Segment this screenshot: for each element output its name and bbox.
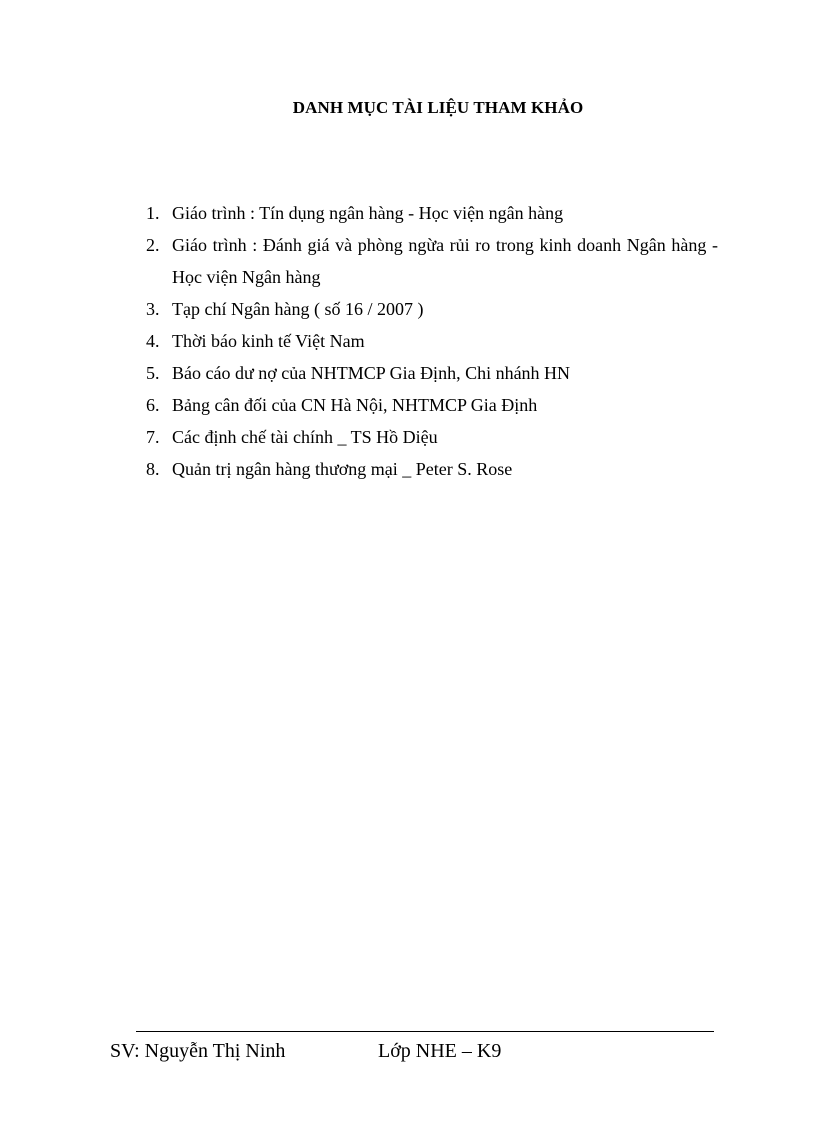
reference-number: 2. bbox=[146, 235, 160, 255]
reference-text: Giáo trình : Đánh giá và phòng ngừa rủi ro trong kinh doanh Ngân hàng - Học viện Ngân hàng bbox=[172, 235, 718, 287]
reference-number: 3. bbox=[146, 299, 160, 319]
reference-number: 4. bbox=[146, 331, 160, 351]
footer-student-name: SV: Nguyễn Thị Ninh bbox=[110, 1040, 286, 1062]
footer-divider bbox=[136, 1031, 714, 1032]
reference-item bbox=[146, 325, 718, 357]
reference-number: 8. bbox=[146, 459, 160, 479]
reference-list bbox=[146, 197, 718, 485]
reference-text: Báo cáo dư nợ của NHTMCP Gia Định, Chi nhánh HN bbox=[172, 363, 571, 383]
reference-item bbox=[146, 357, 718, 389]
reference-item bbox=[146, 389, 718, 421]
reference-text: Các định chế tài chính _ TS Hồ Diệu bbox=[172, 427, 438, 447]
reference-text: Bảng cân đối của CN Hà Nội, NHTMCP Gia Định bbox=[172, 395, 538, 415]
reference-text: Thời báo kinh tế Việt Nam bbox=[172, 331, 365, 351]
reference-number: 1. bbox=[146, 203, 160, 223]
reference-item bbox=[146, 197, 718, 229]
reference-item bbox=[146, 453, 718, 485]
reference-item bbox=[146, 229, 718, 293]
reference-item bbox=[146, 293, 718, 325]
page-title: DANH MỤC TÀI LIỆU THAM KHẢO bbox=[292, 98, 584, 117]
reference-number: 5. bbox=[146, 363, 160, 383]
reference-item bbox=[146, 421, 718, 453]
reference-text: Tạp chí Ngân hàng ( số 16 / 2007 ) bbox=[172, 299, 424, 319]
reference-number: 7. bbox=[146, 427, 160, 447]
footer-class-label: Lớp NHE – K9 bbox=[378, 1040, 502, 1062]
reference-text: Quản trị ngân hàng thương mại _ Peter S. Rose bbox=[172, 459, 513, 479]
reference-number: 6. bbox=[146, 395, 160, 415]
reference-text: Giáo trình : Tín dụng ngân hàng - Học viện ngân hàng bbox=[172, 203, 564, 223]
